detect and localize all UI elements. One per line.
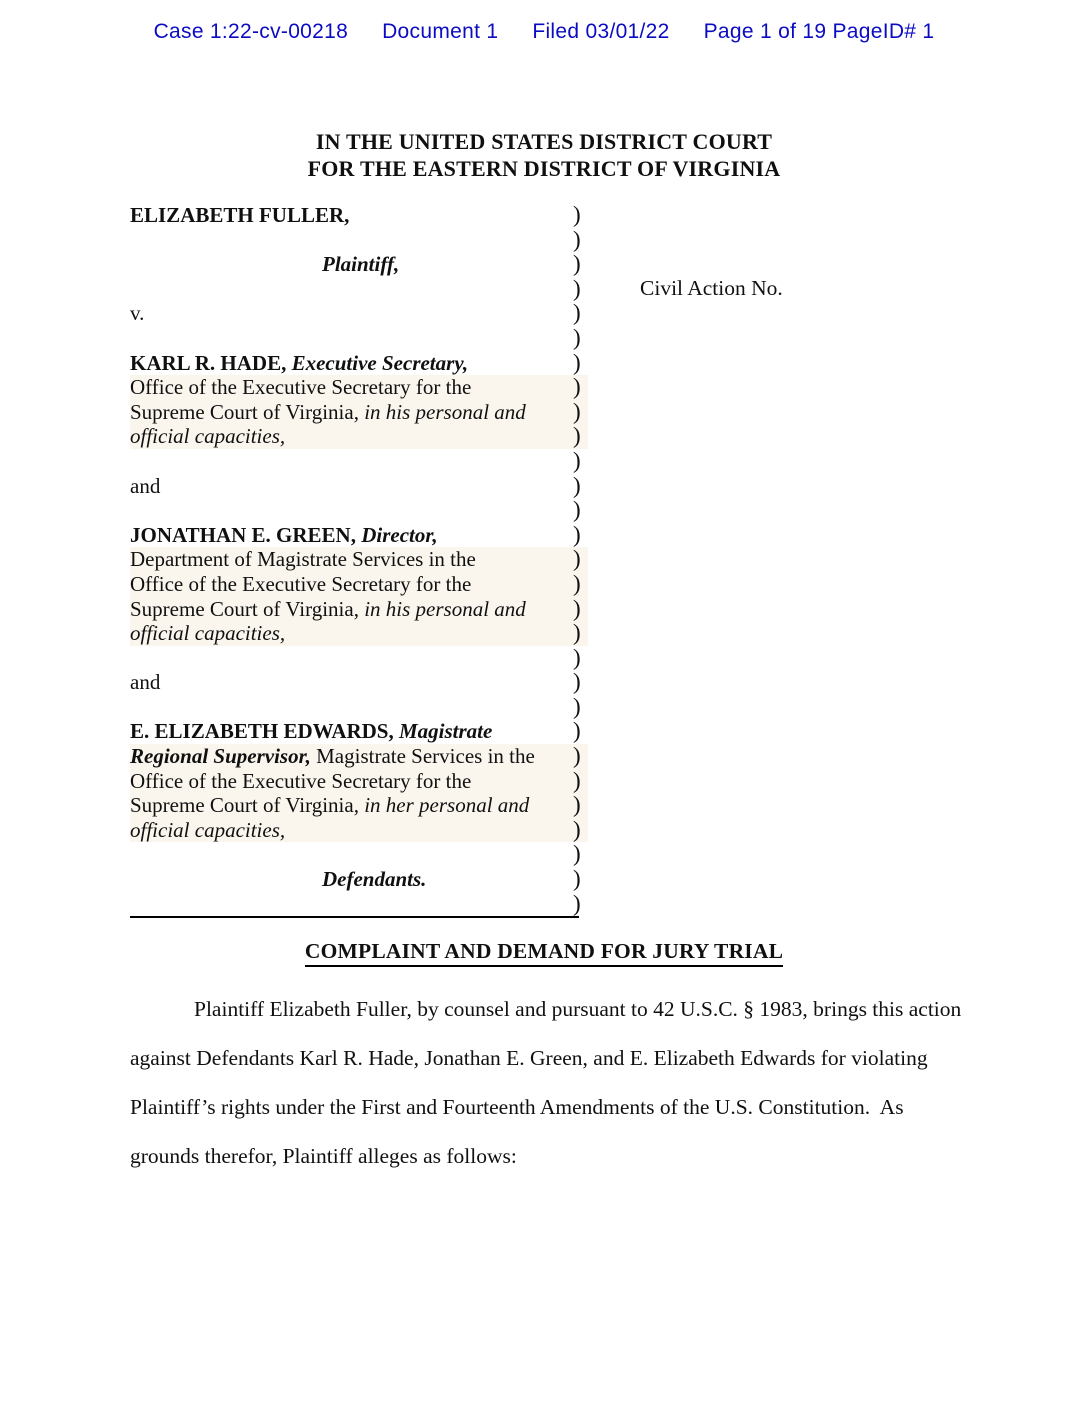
caption-text: Executive Secretary, (291, 350, 469, 375)
caption-text: Magistrate (399, 719, 493, 744)
caption-text: in his personal and (364, 596, 526, 621)
paren-glyph: ) (573, 595, 581, 621)
caption-underline (130, 916, 579, 918)
paren-glyph: ) (573, 275, 581, 301)
paren-glyph: ) (573, 866, 581, 892)
paren-glyph: ) (573, 743, 581, 769)
paren-glyph: ) (573, 374, 581, 400)
caption-row (130, 424, 588, 449)
caption-text: E. ELIZABETH EDWARDS, (130, 719, 399, 744)
caption-text: and (130, 473, 161, 498)
caption-row (130, 228, 588, 253)
caption-text: Director, (361, 522, 438, 547)
paren-glyph: ) (573, 644, 581, 670)
caption-text: Regional Supervisor, (130, 744, 317, 769)
paren-glyph: ) (573, 423, 581, 449)
caption-text: official capacities, (130, 424, 286, 449)
paren-glyph: ) (573, 767, 581, 793)
caption-text: in her personal and (364, 793, 530, 818)
paren-glyph: ) (573, 202, 581, 227)
caption-row (130, 793, 588, 818)
paren-glyph: ) (573, 570, 581, 596)
caption-row (130, 400, 588, 425)
caption-text: JONATHAN E. GREEN, (130, 522, 362, 547)
caption-text: Office of the Executive Secretary for the (130, 375, 472, 400)
caption-row (130, 301, 588, 326)
court-title (0, 128, 1088, 182)
caption-text: Magistrate Services in the (316, 744, 535, 769)
caption-text: Plaintiff, (322, 252, 400, 277)
paren-glyph: ) (573, 841, 581, 867)
paren-glyph: ) (573, 398, 581, 424)
document-title (0, 939, 1088, 964)
body-line: Plaintiff Elizabeth Fuller, by counsel and pursuant to 42 U.S.C. § 1983, brings this action (194, 997, 962, 1021)
caption-text: and (130, 670, 161, 695)
caption-row (130, 867, 588, 892)
caption-row (130, 474, 588, 499)
caption-row (130, 621, 588, 646)
caption-text: official capacities, (130, 621, 286, 646)
caption-text: ELIZABETH FULLER, (130, 203, 350, 227)
paren-glyph: ) (573, 718, 581, 744)
civil-action-label: Civil Action No. (640, 276, 783, 300)
case-stamp (0, 20, 1088, 44)
paren-glyph: ) (573, 890, 581, 916)
caption-row (130, 523, 588, 548)
body-line: Plaintiff’s rights under the First and Fourteenth Amendments of the U.S. Constitution. As (130, 1095, 904, 1119)
caption-text: KARL R. HADE, (130, 350, 292, 375)
caption-row (130, 277, 588, 302)
body-line: grounds therefor, Plaintiff alleges as follows: (130, 1144, 517, 1168)
caption-row (130, 252, 588, 277)
paren-glyph: ) (573, 251, 581, 277)
paren-glyph: ) (573, 324, 581, 350)
case-number: Case 1:22-cv-00218 (153, 20, 349, 43)
paren-glyph: ) (573, 521, 581, 547)
caption-text: Defendants. (322, 867, 427, 892)
paren-glyph: ) (573, 693, 581, 719)
caption-text: v. (130, 301, 145, 326)
document-title-text: COMPLAINT AND DEMAND FOR JURY TRIAL (305, 939, 783, 967)
paren-glyph: ) (573, 447, 581, 473)
court-title-line2: FOR THE EASTERN DISTRICT OF VIRGINIA (307, 156, 781, 181)
caption-row (130, 326, 588, 351)
caption-row (130, 719, 588, 744)
paren-glyph: ) (573, 472, 581, 498)
body-paragraph (130, 985, 961, 1181)
caption-text: Office of the Executive Secretary for the (130, 571, 472, 596)
caption-row (130, 646, 588, 671)
caption-row (130, 769, 588, 794)
caption-row (130, 695, 588, 720)
caption-row (130, 547, 588, 572)
paren-glyph: ) (573, 669, 581, 695)
caption-text: official capacities, (130, 817, 286, 842)
caption-text: Office of the Executive Secretary for the (130, 768, 472, 793)
caption-text: Department of Magistrate Services in the (130, 547, 476, 572)
caption-row (130, 375, 588, 400)
caption-row (130, 449, 588, 474)
caption-row (130, 498, 588, 523)
caption-rows (130, 203, 590, 916)
caption-row (130, 203, 588, 228)
caption-text: Supreme Court of Virginia, (130, 399, 365, 424)
page-id: Page 1 of 19 PageID# 1 (703, 20, 935, 43)
body-line: against Defendants Karl R. Hade, Jonathan E. Green, and E. Elizabeth Edwards for violating (130, 1046, 928, 1070)
caption-text: Supreme Court of Virginia, (130, 793, 365, 818)
paren-glyph: ) (573, 792, 581, 818)
caption-text: in his personal and (364, 399, 526, 424)
caption-row (130, 842, 588, 867)
court-title-line1: IN THE UNITED STATES DISTRICT COURT (315, 129, 773, 154)
caption-row (130, 597, 588, 622)
caption-row (130, 892, 588, 917)
caption-row (130, 572, 588, 597)
caption-row (130, 818, 588, 843)
paren-glyph: ) (573, 300, 581, 326)
caption-row (130, 670, 588, 695)
document-number: Document 1 (382, 20, 499, 43)
paren-glyph: ) (573, 497, 581, 523)
paren-glyph: ) (573, 226, 581, 252)
caption-row (130, 744, 588, 769)
caption-row (130, 351, 588, 376)
paren-glyph: ) (573, 546, 581, 572)
paren-glyph: ) (573, 816, 581, 842)
caption-text: Supreme Court of Virginia, (130, 596, 365, 621)
paren-glyph: ) (573, 620, 581, 646)
filed-date: Filed 03/01/22 (532, 20, 670, 43)
paren-glyph: ) (573, 349, 581, 375)
